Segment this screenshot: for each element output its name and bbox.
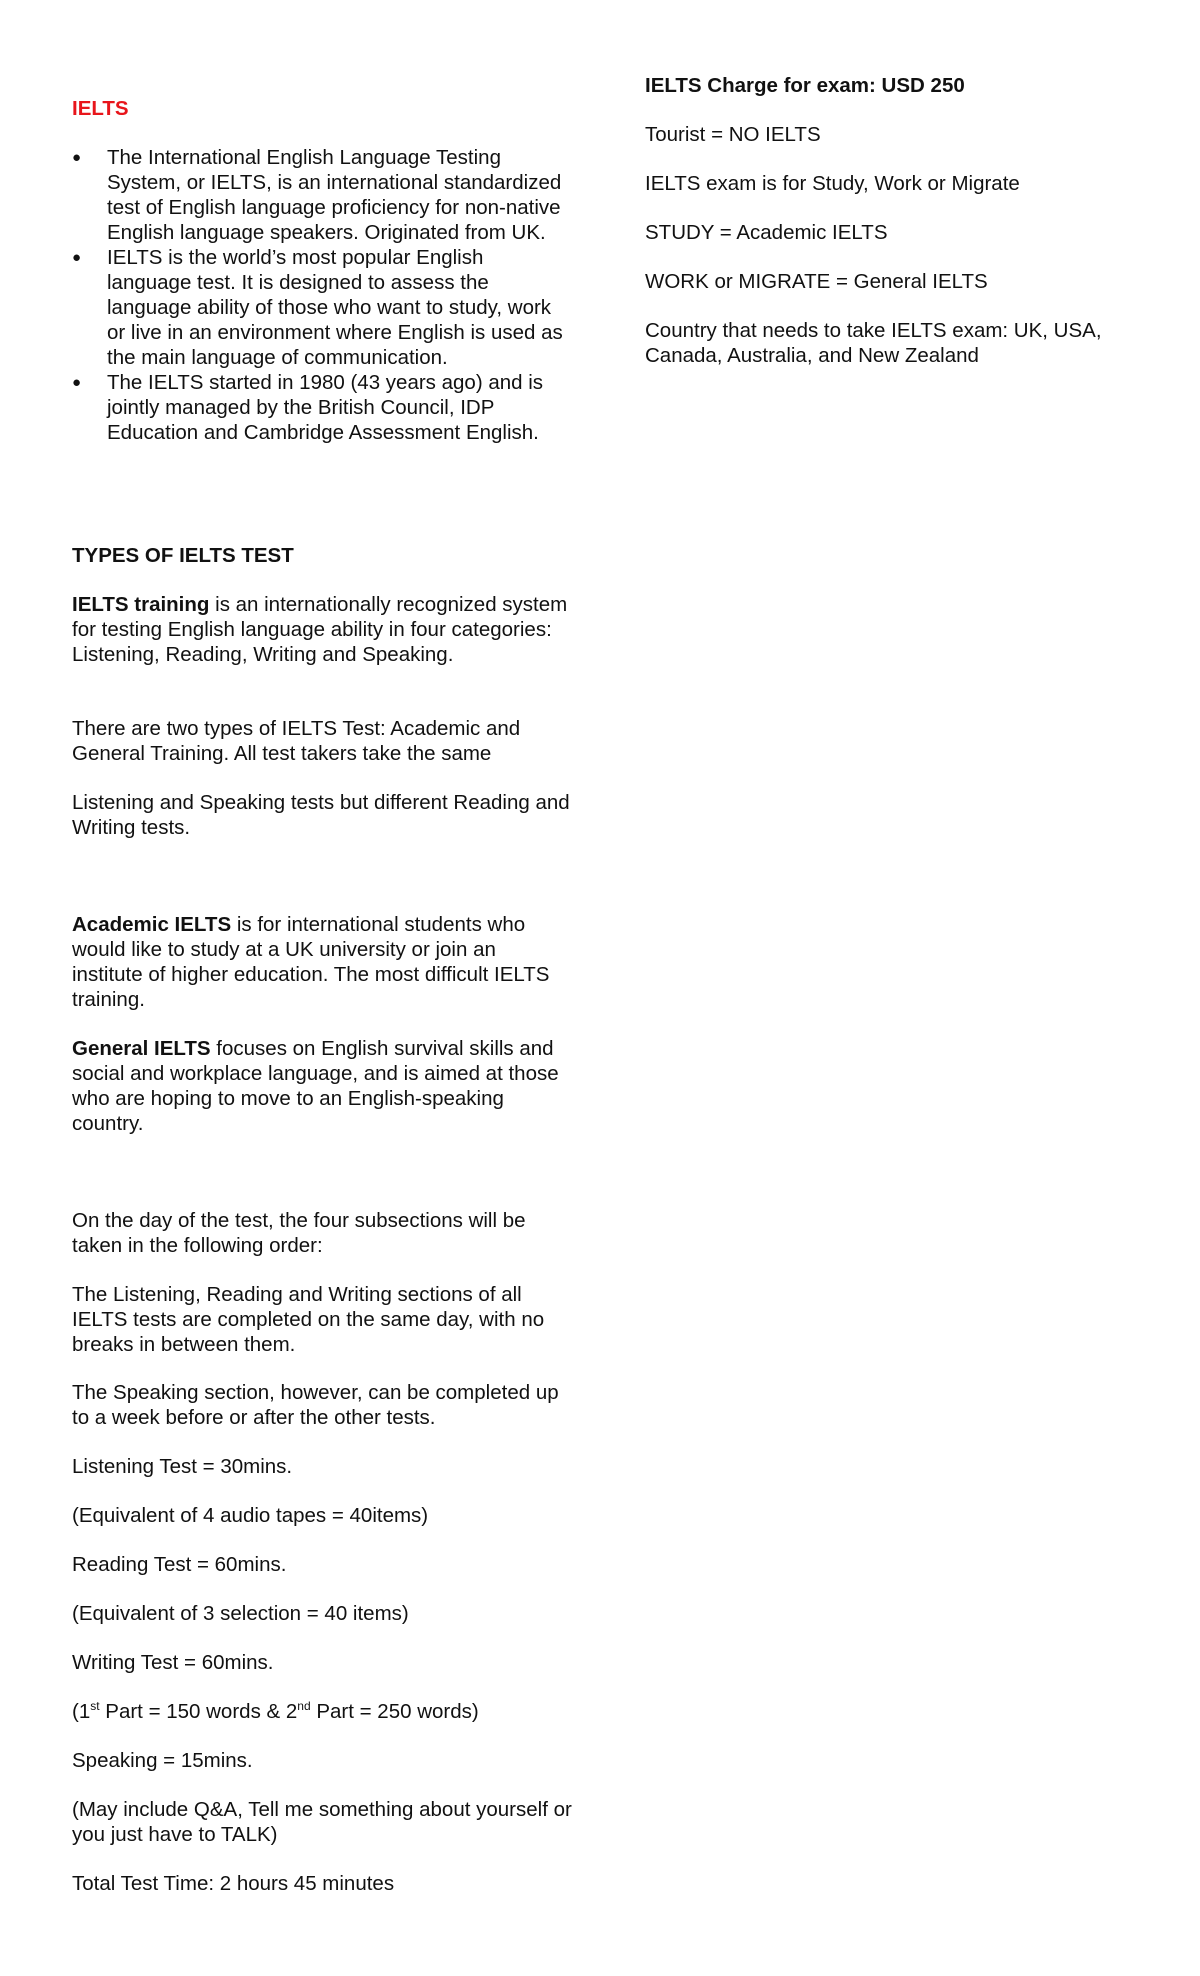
list-item <box>72 145 572 245</box>
list-item <box>72 245 572 370</box>
speaking-test-line: Speaking = 15mins. <box>72 1749 253 1772</box>
total-time-line: Total Test Time: 2 hours 45 minutes <box>72 1872 395 1895</box>
ielts-title: IELTS <box>72 97 129 120</box>
ordinal-suffix-1: st <box>90 1699 100 1714</box>
bullet-icon: ● <box>72 374 82 391</box>
listening-detail-line: (Equivalent of 4 audio tapes = 40items) <box>72 1504 429 1527</box>
bullet-icon: ● <box>72 249 82 266</box>
training-term: IELTS training <box>72 593 210 616</box>
exam-charge: IELTS Charge for exam: USD 250 <box>645 74 965 97</box>
academic-text: is for international students who would like to study at a UK university or join an institute of higher education. The most difficult IELTS training. <box>72 913 550 1011</box>
writing-detail-part1: Part = 150 words & 2 <box>99 1700 298 1723</box>
work-line: WORK or MIGRATE = General IELTS <box>645 270 988 293</box>
training-paragraph <box>72 592 572 667</box>
ielts-intro-list <box>72 145 572 445</box>
writing-test-line: Writing Test = 60mins. <box>72 1651 274 1674</box>
training-text: is an internationally recognized system for testing English language ability in four categories: Listening, Reading, Writing and Speaking. <box>72 593 568 666</box>
general-paragraph <box>72 1036 572 1136</box>
day-of-test-paragraph: On the day of the test, the four subsections will be taken in the following order: <box>72 1209 526 1257</box>
academic-term: Academic IELTS <box>72 913 232 936</box>
listening-speaking-paragraph: Listening and Speaking tests but different Reading and Writing tests. <box>72 791 570 839</box>
writing-detail-line <box>72 1699 572 1724</box>
speaking-detail-line: (May include Q&A, Tell me something about yourself or you just have to TALK) <box>72 1798 572 1846</box>
same-day-paragraph: The Listening, Reading and Writing sections of all IELTS tests are completed on the same day, with no breaks in between them. <box>72 1283 545 1356</box>
general-text: focuses on English survival skills and social and workplace language, and is aimed at those who are hoping to move to an English-speaking country. <box>72 1037 559 1135</box>
bullet-icon: ● <box>72 149 82 166</box>
bullet-text: The IELTS started in 1980 (43 years ago) and is jointly managed by the British Council, IDP Education and Cambridge Assessment English. <box>107 371 544 444</box>
list-item <box>72 370 572 445</box>
reading-detail-line: (Equivalent of 3 selection = 40 items) <box>72 1602 409 1625</box>
bullet-text: The International English Language Testing System, or IELTS, is an international standardized test of English language proficiency for non-native English language speakers. Originated from UK. <box>107 146 562 244</box>
tourist-line: Tourist = NO IELTS <box>645 123 821 146</box>
bullet-text: IELTS is the world’s most popular English language test. It is designed to assess the language ability of those who want to study, work or live in an environment where English is used as the main language of communication. <box>107 246 563 369</box>
academic-paragraph <box>72 912 572 1012</box>
speaking-section-paragraph: The Speaking section, however, can be completed up to a week before or after the other tests. <box>72 1381 559 1429</box>
general-term: General IELTS <box>72 1037 211 1060</box>
ordinal-suffix-2: nd <box>297 1699 311 1714</box>
writing-detail-prefix: (1 <box>72 1700 91 1723</box>
two-types-paragraph: There are two types of IELTS Test: Academic and General Training. All test takers take the same <box>72 717 521 765</box>
purpose-line: IELTS exam is for Study, Work or Migrate <box>645 172 1020 195</box>
writing-detail-part2: Part = 250 words) <box>310 1700 479 1723</box>
reading-test-line: Reading Test = 60mins. <box>72 1553 287 1576</box>
types-heading: TYPES OF IELTS TEST <box>72 544 294 567</box>
countries-line: Country that needs to take IELTS exam: UK, USA, Canada, Australia, and New Zealand <box>645 319 1102 367</box>
study-line: STUDY = Academic IELTS <box>645 221 888 244</box>
listening-test-line: Listening Test = 30mins. <box>72 1455 293 1478</box>
